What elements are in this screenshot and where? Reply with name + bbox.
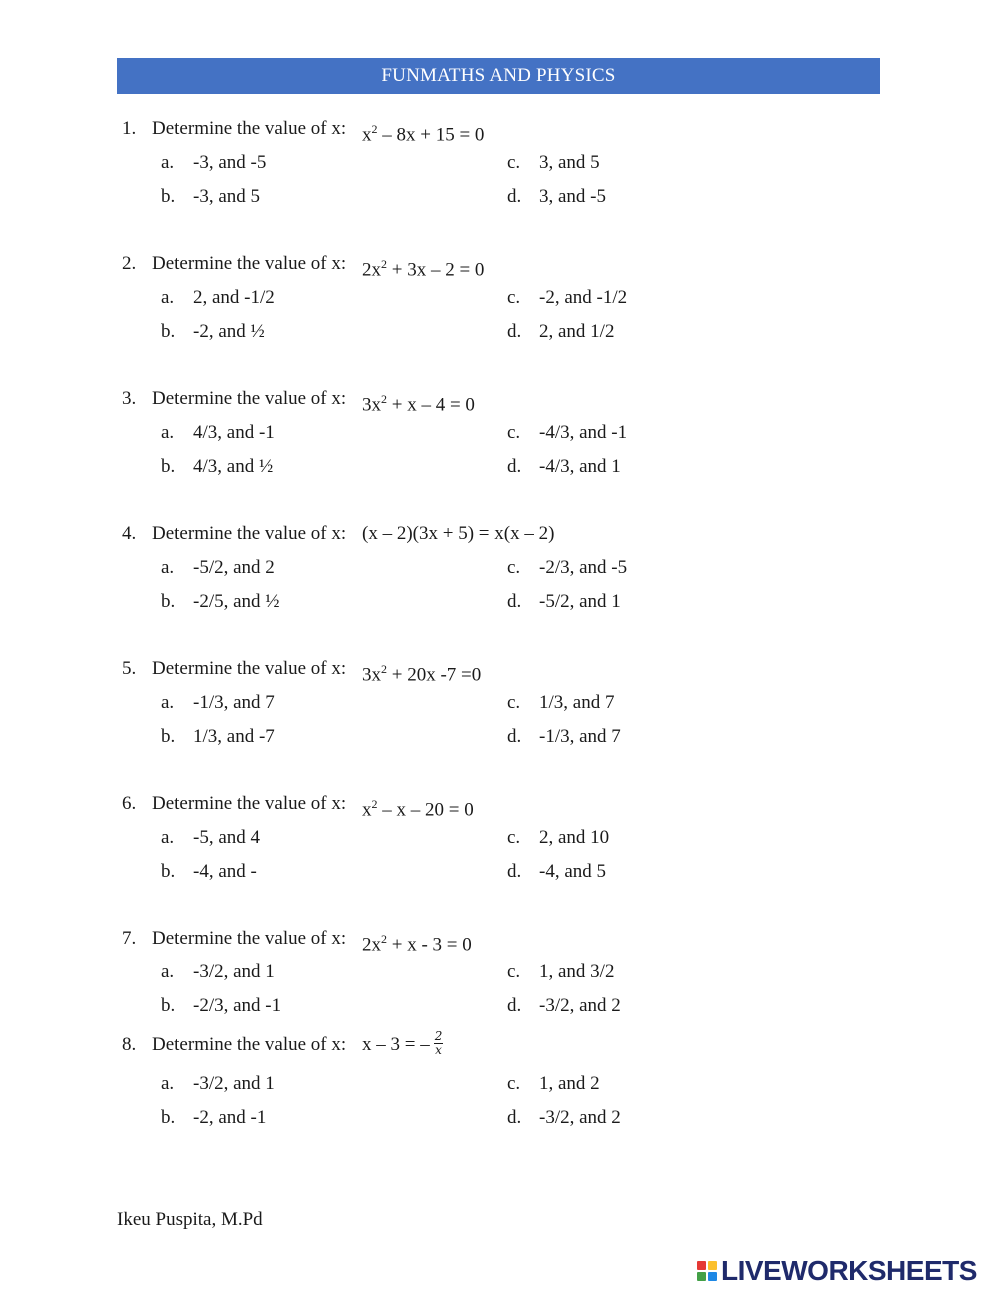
exponent: 2 [381, 257, 387, 271]
option-letter: c. [507, 422, 521, 443]
option-text: -3/2, and 2 [539, 995, 621, 1016]
option-letter: b. [161, 186, 176, 207]
option-text: 1, and 2 [539, 1073, 600, 1094]
option-letter: c. [507, 287, 521, 308]
equation [362, 521, 554, 547]
question-number: 5. [122, 658, 137, 679]
equation-part: 2x [362, 934, 381, 956]
option-letter: b. [161, 591, 176, 612]
option-letter: b. [161, 1107, 176, 1128]
equation [362, 926, 472, 958]
option-letter: d. [507, 591, 522, 612]
option-text: -5, and 4 [193, 827, 261, 848]
equation-part: + 20x -7 =0 [387, 664, 482, 686]
option-letter: b. [161, 726, 176, 747]
question-text: Determine the value of x: [152, 928, 347, 949]
fraction [434, 1030, 444, 1057]
option-letter: a. [161, 692, 175, 713]
option-letter: a. [161, 287, 175, 308]
option-text: -3/2, and 1 [193, 1073, 275, 1094]
option-letter: a. [161, 152, 175, 173]
question-number: 3. [122, 388, 137, 409]
equation-part: + x – 4 = 0 [387, 394, 475, 416]
option-text: -4/3, and -1 [539, 422, 628, 443]
option-text: -2/3, and -5 [539, 557, 628, 578]
question-text: Determine the value of x: [152, 388, 347, 409]
equation [362, 656, 481, 688]
option-letter: d. [507, 861, 522, 882]
option-letter: a. [161, 961, 175, 982]
question-text: Determine the value of x: [152, 658, 347, 679]
option-text: -4, and - [193, 861, 257, 882]
question-number: 2. [122, 253, 137, 274]
equation-part: 3x [362, 394, 381, 416]
option-text: 4/3, and ½ [193, 456, 274, 477]
fraction-denominator: x [435, 1043, 442, 1058]
question-text: Determine the value of x: [152, 523, 347, 544]
logo-block [708, 1261, 717, 1270]
option-letter: c. [507, 827, 521, 848]
question-number: 8. [122, 1034, 137, 1055]
fraction-numerator: 2 [434, 1029, 443, 1044]
logo-block [708, 1272, 717, 1281]
author-name: Ikeu Puspita, M.Pd [117, 1209, 263, 1230]
option-text: 1, and 3/2 [539, 961, 615, 982]
question-text: Determine the value of x: [152, 1034, 347, 1055]
option-text: 1/3, and -7 [193, 726, 275, 747]
option-letter: b. [161, 995, 176, 1016]
liveworksheets-logo [697, 1256, 977, 1286]
option-text: 2, and -1/2 [193, 287, 275, 308]
equation [362, 1029, 443, 1059]
equation [362, 791, 474, 823]
option-letter: b. [161, 321, 176, 342]
option-letter: d. [507, 995, 522, 1016]
question-number: 7. [122, 928, 137, 949]
logo-text: LIVEWORKSHEETS [721, 1255, 977, 1286]
question-text: Determine the value of x: [152, 253, 347, 274]
equation-part: + 3x – 2 = 0 [387, 259, 485, 281]
option-text: -2, and ½ [193, 321, 265, 342]
exponent: 2 [381, 392, 387, 406]
option-letter: d. [507, 321, 522, 342]
equation-part: (x – 2)(3x + 5) = x(x – 2) [362, 523, 555, 544]
option-text: -3, and 5 [193, 186, 261, 207]
option-letter: d. [507, 186, 522, 207]
option-text: -3/2, and 1 [193, 961, 275, 982]
worksheet-header [117, 58, 880, 94]
option-letter: c. [507, 1073, 521, 1094]
option-letter: d. [507, 1107, 522, 1128]
equation-part: 2x [362, 259, 381, 281]
equation-part: x [362, 799, 372, 821]
option-letter: d. [507, 456, 522, 477]
option-letter: a. [161, 827, 175, 848]
question-text: Determine the value of x: [152, 118, 347, 139]
option-letter: c. [507, 961, 521, 982]
option-text: -4/3, and 1 [539, 456, 621, 477]
question-number: 1. [122, 118, 137, 139]
equation [362, 251, 484, 283]
exponent: 2 [371, 797, 378, 811]
option-letter: d. [507, 726, 522, 747]
option-text: 2, and 10 [539, 827, 610, 848]
option-text: -2, and -1 [193, 1107, 267, 1128]
option-text: -2/5, and ½ [193, 591, 280, 612]
question-number: 6. [122, 793, 137, 814]
equation [362, 116, 484, 148]
exponent: 2 [381, 932, 387, 946]
option-letter: c. [507, 692, 521, 713]
question-text: Determine the value of x: [152, 793, 347, 814]
option-text: 2, and 1/2 [539, 321, 615, 342]
option-letter: c. [507, 557, 521, 578]
option-text: -3, and -5 [193, 152, 267, 173]
logo-block [697, 1261, 706, 1270]
option-text: -5/2, and 1 [539, 591, 621, 612]
option-letter: b. [161, 861, 176, 882]
option-text: 1/3, and 7 [539, 692, 615, 713]
equation-part: x [362, 124, 372, 146]
equation-part: x – 3 = – [362, 1034, 430, 1055]
option-text: 3, and 5 [539, 152, 600, 173]
option-letter: a. [161, 422, 175, 443]
option-letter: c. [507, 152, 521, 173]
option-letter: a. [161, 1073, 175, 1094]
option-text: -4, and 5 [539, 861, 607, 882]
logo-block [697, 1272, 706, 1281]
equation-part: – x – 20 = 0 [377, 799, 474, 821]
equation-part: – 8x + 15 = 0 [377, 124, 485, 146]
option-text: -2/3, and -1 [193, 995, 282, 1016]
option-text: -5/2, and 2 [193, 557, 275, 578]
question-number: 4. [122, 523, 137, 544]
worksheet-title: FUNMATHS AND PHYSICS [381, 65, 616, 86]
equation-part: + x - 3 = 0 [387, 934, 472, 956]
logo-blocks-icon [697, 1261, 717, 1281]
equation [362, 386, 475, 418]
option-text: -1/3, and 7 [539, 726, 621, 747]
option-text: 3, and -5 [539, 186, 607, 207]
option-text: -1/3, and 7 [193, 692, 275, 713]
equation-part: 3x [362, 664, 381, 686]
exponent: 2 [371, 122, 378, 136]
option-text: -2, and -1/2 [539, 287, 628, 308]
option-text: 4/3, and -1 [193, 422, 275, 443]
option-letter: a. [161, 557, 175, 578]
option-text: -3/2, and 2 [539, 1107, 621, 1128]
exponent: 2 [381, 662, 387, 676]
option-letter: b. [161, 456, 176, 477]
